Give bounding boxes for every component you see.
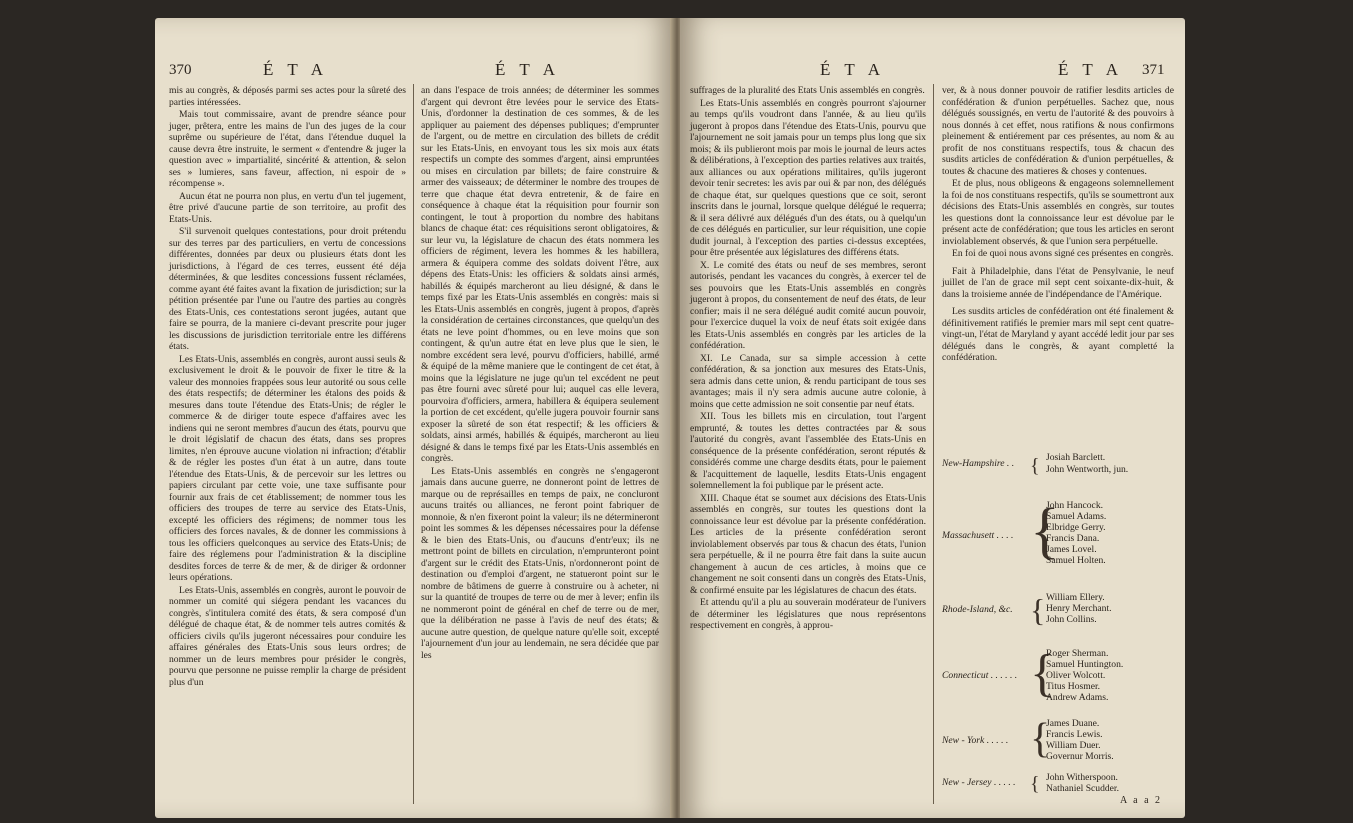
- signatory-name: Elbridge Gerry.: [1046, 522, 1106, 533]
- state-name: Connecticut . . . . . .: [942, 670, 1018, 681]
- paragraph: Aucun état ne pourra non plus, en vertu d'un tel jugement, être privé d'aucune partie de son territoire, au profit des Etats-Unis.: [169, 190, 406, 225]
- state-name: New - York . . . . .: [942, 735, 1009, 746]
- signature-block-rhode-island: [942, 592, 1174, 628]
- signatory-name: Samuel Huntington.: [1046, 659, 1124, 670]
- paragraph: Les susdits articles de confédération ont été finalement & définitivement ratifiés le premier mars mil sept cent quatre-vingt-un, l'état de Maryland y ayant accédé ledit jour par ses délégués dans le congrès, & ayant completté la confédération.: [942, 306, 1174, 363]
- state-name: Rhode-Island, &c.: [942, 604, 1013, 615]
- right-column-2: [942, 85, 1174, 365]
- signature-block-massachusett: [942, 497, 1174, 572]
- paragraph: Les Etats-Unis assemblés en congrès pourront s'ajourner au temps qu'ils voudront dans l'année, & au lieu qu'ils jugeront à propos dans l'étendue des Etats-Unis, pourvu que l'ajournement ne soit jamais pour un temps plus long que six mois; & ils publieront mois par mois le journal de leurs actes & délibérations, à l'exception des parties relatives aux traités, aux alliances ou aux opérations militaires, qu'ils jugeront devoir tenir secretes: les avis par oui & par non, des délégués de chaque état, sur quelques questions que ce soit, seront inscrits dans le journal, lorsque quelque délégué le requerra; & il sera délivré aux délégués d'un des états, ou à quelqu'un de ces délégués en particulier, sur leur réquisition, une copie dudit journal, à l'exception des parties ci-dessus exceptées, pour être présentée aux législatures des différens états.: [690, 97, 926, 258]
- state-name: New - Jersey . . . . .: [942, 777, 1016, 788]
- running-head-right-2: É T A: [1058, 60, 1123, 79]
- signature-block-new-york: [942, 718, 1174, 766]
- left-column-2: [421, 85, 659, 662]
- signatory-name: Oliver Wolcott.: [1046, 670, 1106, 681]
- signatory-name: Nathaniel Scudder.: [1046, 783, 1119, 794]
- signatory-name: James Lovel.: [1046, 544, 1097, 555]
- brace-icon: {: [1030, 645, 1055, 702]
- running-head-left-1: É T A: [263, 60, 328, 79]
- paragraph: XI. Le Canada, sur sa simple accession à cette confédération, & sa jonction aux mesures des Etats-Unis, sera admis dans cette union, & rendu participant de tous ses avantages; mais il n'y sera admis aucune autre colonie, à moins que cette admission ne soit consentie par neuf états.: [690, 352, 926, 410]
- paragraph: Les Etats-Unis assemblés en congrès ne s'engageront jamais dans aucune guerre, ne donneront point de lettres de marque ou de représailles en temps de paix, ne concluront aucuns traités ou alliances, ne feront point fabriquer de monnoie, & n'en fixeront point la valeur; ils ne détermineront point les sommes & les dépenses nécessaires pour la défense & le bien des Etats-Unis, ou d'aucuns d'entr'eux; ils ne mettront point de billets en circulation, n'emprunteront point d'argent sur le crédit des Etats-Unis, n'ordonneront point de destination ou d'emploi d'argent, ne statueront point sur le nombre de bâtimens de guerre à construire ou à acheter, ni sur la quantité de troupes de terre ou de mer à lever; enfin ils ne nommeront point de général en chef de terre ou de mer, que la délibération ne passe à l'avis de neuf des états; & aucune autre question, de quelque nature qu'elle soit, excepté l'ajournement d'un jour au lendemain, ne sera décidée que par les: [421, 465, 659, 661]
- paragraph: Les Etats-Unis, assemblés en congrès, auront aussi seuls & exclusivement le droit & le pouvoir de fixer le titre & la valeur des monnoies frappées sous leur autorité ou sous celle des états respectifs; de déterminer les étalons des poids & mesures dans toute l'étendue des Etats-Unis; de régler le commerce & de diriger toute espece d'affaires avec les indiens qui ne seront membres d'aucun des états, pourvu que le droit législatif de chacun des états, dans ses propres limites, n'en éprouve aucune violation ni infraction; d'établir & de régler les postes d'un état à un autre, dans toute l'étendue des Etats-Unis, & de percevoir sur les lettres ou papiers circulant par cette voie, une taxe suffisante pour fournir aux frais de cet établissement; de nommer tous les officiers des troupes de terre au service des Etats-Unis, excepté les officiers des régimens; de nommer tous les officiers des forces navales, & de donner les commissions à tous les officiers quelconques au service des Etats-Unis; de faire des réglemens pour l'administration & la discipline desdites forces de terre & de mer, & de diriger & ordonner leurs opérations.: [169, 353, 406, 583]
- paragraph: Mais tout commissaire, avant de prendre séance pour juger, prêtera, entre les mains de l'un des juges de la cour suprême ou supérieure de l'état, dans l'étendue duquel la cause devra être instruite, le serment « d'entendre & juger la question avec » impartialité, sincérité & attention, & selon ses » lumieres, sans faveur, affection, ni espoir de » récompense ».: [169, 109, 406, 189]
- brace-icon: {: [1030, 716, 1051, 762]
- state-name: New-Hampshire . .: [942, 458, 1015, 469]
- signature-mark: A a a 2: [1120, 795, 1163, 806]
- signatory-name: Henry Merchant.: [1046, 603, 1112, 614]
- signature-block-new-jersey: [942, 772, 1174, 796]
- paragraph: X. Le comité des états ou neuf de ses membres, seront autorisés, pendant les vacances du congrès, à exercer tel de ses pouvoirs que les Etats-Unis assemblés en congrès jugeront à propos, du consentement de neuf des états, de leur confier; mais il ne sera délégué audit comité aucun pouvoir, pour l'exercice duquel la voix de neuf états soit exigée dans les Etats-Unis assemblés en congrès par les articles de la confédération.: [690, 259, 926, 351]
- paragraph: suffrages de la pluralité des Etats Unis assemblés en congrès.: [690, 85, 925, 96]
- page-number-right: 371: [1142, 62, 1165, 78]
- signatory-name: John Witherspoon.: [1046, 772, 1118, 783]
- signatory-name: Roger Sherman.: [1046, 648, 1109, 659]
- paragraph: Et de plus, nous obligeons & engageons solemnellement la foi de nos constituans respectifs, qu'ils se soumettront aux décisions des Etats-Unis assemblés en congrès, sur toutes les questions dont la connoissance leur est dévolue par le présent acte de confédération; que tous les articles en seront inviolablement observés, & que l'union sera perpétuelle.: [942, 178, 1174, 247]
- running-head-right-1: É T A: [820, 60, 885, 79]
- signatory-name: William Ellery.: [1046, 592, 1105, 603]
- signatory-name: Andrew Adams.: [1046, 692, 1109, 703]
- state-name: Massachusett . . . .: [942, 530, 1014, 541]
- signatory-name: Samuel Holten.: [1046, 555, 1106, 566]
- right-column-1: [690, 85, 926, 633]
- brace-icon: {: [1030, 592, 1046, 628]
- column-rule: [933, 84, 934, 804]
- signatory-name: William Duer.: [1046, 740, 1101, 751]
- signatory-name: Josiah Barclett.: [1046, 452, 1106, 463]
- paragraph: mis au congrès, & déposés parmi ses actes pour la sûreté des parties intéressées.: [169, 85, 406, 108]
- left-page: [155, 18, 675, 818]
- brace-icon: {: [1030, 497, 1060, 565]
- signatory-name: John Hancock.: [1046, 500, 1104, 511]
- left-column-1: [169, 85, 406, 689]
- paragraph: ver, & à nous donner pouvoir de ratifier lesdits articles de confédération & d'union perpétuelles. Sachez que, nous délégués soussignés, en vertu de l'autorité & des pouvoirs à nous donnés à cet effet, nous ratifions & nous confirmons pleinement & entiérement par ces présentes, au nom & au profit de nos constituans respectifs, tous & chacun des susdits articles de confédération & d'union perpétuelles, & toutes & chacune des matieres & choses y contenues.: [942, 85, 1174, 177]
- running-head-left-2: É T A: [495, 60, 560, 79]
- signatory-name: Governur Morris.: [1046, 751, 1114, 762]
- column-rule: [413, 84, 414, 804]
- right-page: [680, 18, 1185, 818]
- paragraph: Fait à Philadelphie, dans l'état de Pensylvanie, le neuf juillet de l'an de grace mil sept cent soixante-dix-huit, & dans la troisieme année de l'indépendance de l'Amérique.: [942, 265, 1174, 300]
- brace-icon: {: [1030, 455, 1040, 477]
- paragraph: Les Etats-Unis, assemblés en congrès, auront le pouvoir de nommer un comité qui siégera pendant les vacances du congrès, s'intitulera comité des états, & sera composé d'un délégué de chaque état, & de nommer tels autres comités & officiers civils qu'ils jugeront nécessaires pour conduire les affaires générales des Etats-Unis sous leurs ordres; de nommer un de leurs membres pour présider le congrès, pourvu que personne ne puisse remplir la charge de président plus d'un: [169, 584, 406, 688]
- signatory-name: James Duane.: [1046, 718, 1100, 729]
- paragraph: XIII. Chaque état se soumet aux décisions des Etats-Unis assemblés en congrès, sur toutes les questions dont la connoissance leur est dévolue par la présente confédération. Les articles de la présente confédération seront inviolablement observés par tous & chacun des états, l'union sera perpétuelle, & il ne pourra être fait dans la suite aucun changement à aucun de ces articles, à moins que ce changement ne soit consenti dans un congrès des Etats-Unis, & confirmé ensuite par les législatures de chacun des états.: [690, 492, 926, 596]
- page-number-left: 370: [169, 62, 192, 78]
- signatory-name: Francis Lewis.: [1046, 729, 1103, 740]
- signature-block-new-hampshire: [942, 452, 1174, 482]
- signatory-name: Titus Hosmer.: [1046, 681, 1101, 692]
- signatory-name: Francis Dana.: [1046, 533, 1100, 544]
- paragraph: XII. Tous les billets mis en circulation, tout l'argent emprunté, & toutes les dettes contractées par & sous l'autorité du congrès, avant l'assemblée des Etats-Unis en conséquence de la présente confédération, seront réputés & considérés comme une charge desdits états, pour le paiement & l'acquittement de laquelle, lesdits Etats-Unis engagent solemnellement la foi publique par le présent acte.: [690, 411, 926, 491]
- signature-block-connecticut: [942, 645, 1174, 708]
- brace-icon: {: [1030, 773, 1040, 795]
- paragraph: S'il survenoit quelques contestations, pour droit prétendu sur des terres par des particuliers, en vertu de concessions différentes, données par deux ou plusieurs états dont les jurisdictions, à l'égard de ces terres, eussent été déja déterminées, & que lesdites concessions fussent réclamées, comme ayant été faites avant la fixation de jurisdiction; sur la pétition présentée par l'une ou l'autre des parties au congrès des Etats-Unis, ces contestations seront jugées, autant que faire se pourra, de la maniere ci-devant prescrite pour juger les discussions de jurisdiction territoriale entre les différens états.: [169, 226, 406, 352]
- signatory-name: John Collins.: [1046, 614, 1097, 625]
- paragraph: an dans l'espace de trois années; de déterminer les sommes d'argent qui devront être levées pour le service des Etats-Unis, d'ordonner la destination de ces sommes, & de les appliquer au paiement des dépenses publiques; d'emprunter de l'argent, ou de mettre en circulation des billets de crédit sur les Etats-Unis, en envoyant tous les six mois aux états respectifs un compte des sommes d'argent, ainsi empruntées ou mises en circulation par billets; de faire construire & armer des vaisseaux; de déterminer le nombre des troupes de terre que chaque état devra entretenir, & de faire en conséquence à chaque état la réquisition pour fournir son contingent, le tout à proportion du nombre des habitans blancs de chaque état: ces réquisitions seront obligatoires, & sur leur vu, la législature de chacun des états nommera les officiers de régiment, levera les hommes & les habillera, armera & équipera comme des soldats doivent l'être, aux dépens des Etats-Unis: les officiers & soldats ainsi armés, habillés & équipés marcheront au lieu désigné, & dans le temps fixé par les Etats-Unis assemblés en congrès: mais si les Etats-Unis assemblés en congrès, jugent à propos, d'après la considération de certaines circonstances, que quelqu'un des états ne leve point d'hommes, ou en leve moins que son contingent, & qu'un autre état en leve plus que le sien, le nombre excédent sera levé, pourvu d'officiers, habillé, armé & équipé de la même maniere que le contingent de cet état, à moins que la législature ne juge qu'un tel excédent ne peut pas être fourni avec sûreté pour lui; auquel cas elle levera, pourvoira d'officiers, armera, habillera & équipera seulement la portion de cet excédent, qu'elle jugera pouvoir fournir sans exposer la sûreté de son état respectif; & les officiers & soldats, ainsi armés, habillés & équipés, marcheront au lieu désigné & dans le temps fixé par les Etats-Unis assemblés en congrès.: [421, 85, 659, 464]
- signatory-name: John Wentworth, jun.: [1046, 464, 1129, 475]
- paragraph: En foi de quoi nous avons signé ces présentes en congrès.: [952, 248, 1174, 259]
- paragraph: Et attendu qu'il a plu au souverain modérateur de l'univers de déterminer les législatures que nous représentons respectivement en congrès, à approu-: [690, 597, 926, 631]
- signatory-name: Samuel Adams.: [1046, 511, 1107, 522]
